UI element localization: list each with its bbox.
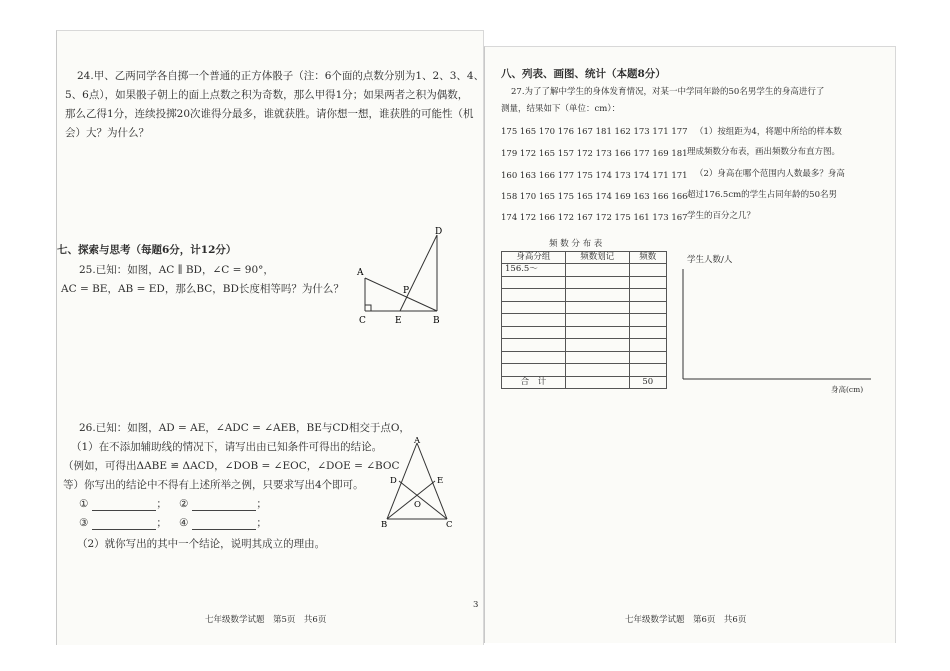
freq-table-cell[interactable] bbox=[565, 376, 629, 389]
q25-point-e: E bbox=[395, 316, 402, 326]
freq-table-cell[interactable] bbox=[502, 289, 566, 302]
q26-answer-blank-1[interactable]: ① ； bbox=[79, 498, 167, 510]
freq-table-title: 频 数 分 布 表 bbox=[549, 239, 603, 249]
q27-line2: 测量，结果如下（单位：cm）： bbox=[501, 104, 621, 114]
q25-point-a: A bbox=[357, 268, 364, 278]
q27-side-2: 理成频数分布表，画出频数分布直方图。 bbox=[687, 147, 841, 157]
freq-table-header-count: 频数 bbox=[629, 252, 666, 264]
freq-table-cell[interactable] bbox=[629, 276, 666, 289]
freq-table-cell[interactable] bbox=[565, 339, 629, 352]
q25-point-d: D bbox=[435, 227, 443, 237]
q25-line1: 25.已知：如图，AC ∥ BD，∠C = 90°， bbox=[79, 264, 274, 276]
q25-line2: AC = BE，AB = ED，那么BC，BD长度相等吗？为什么？ bbox=[61, 283, 344, 295]
section8-heading: 八、列表、画图、统计（本题8分） bbox=[501, 68, 666, 80]
freq-table-cell[interactable] bbox=[502, 276, 566, 289]
freq-table-cell[interactable] bbox=[629, 314, 666, 327]
freq-table-cell[interactable] bbox=[565, 351, 629, 364]
q26-line3: （例如，可得出ΔABE ≌ ΔACD，∠DOB = ∠EOC，∠DOE = ∠BOC bbox=[63, 460, 400, 472]
q27-data-row-4: 158 170 165 175 165 174 169 163 166 166 bbox=[501, 192, 688, 202]
freq-table-total-value: 50 bbox=[629, 376, 666, 389]
freq-table-cell[interactable] bbox=[502, 326, 566, 339]
freq-table-cell[interactable] bbox=[629, 301, 666, 314]
histogram-ylabel: 学生人数/人 bbox=[687, 255, 733, 265]
freq-table-header-tally: 频数划记 bbox=[565, 252, 629, 264]
q25-point-b: B bbox=[433, 316, 440, 326]
q24-line3: 那么乙得1分，连续投掷20次谁得分最多，谁就获胜。请你想一想，谁获胜的可能性（机 bbox=[65, 108, 474, 120]
q24-line2: 5、6点），如果骰子朝上的面上点数之积为奇数，那么甲得1分；如果两者之积为偶数， bbox=[65, 89, 469, 101]
freq-table-cell[interactable] bbox=[629, 364, 666, 377]
freq-table-cell[interactable] bbox=[565, 301, 629, 314]
q27-side-5: 学生的百分之几？ bbox=[687, 211, 756, 221]
q27-data-row-3: 160 163 166 177 175 174 173 174 171 171 bbox=[501, 171, 688, 181]
q26-line1: 26.已知：如图，AD = AE，∠ADC = ∠AEB，BE与CD相交于点O， bbox=[79, 422, 410, 434]
freq-table-cell[interactable] bbox=[565, 289, 629, 302]
left-footer: 七年级数学试题 第5页 共6页 bbox=[205, 615, 327, 625]
freq-table-cell[interactable] bbox=[565, 264, 629, 277]
q26-line4: 等）你写出的结论中不得有上述所举之例，只要求写出4个即可。 bbox=[63, 479, 364, 491]
freq-table-cell[interactable] bbox=[502, 339, 566, 352]
page-mark: 3 bbox=[473, 600, 479, 610]
q26-figure bbox=[379, 435, 455, 527]
q27-data-row-1: 175 165 170 176 167 181 162 173 171 177 bbox=[501, 127, 688, 137]
q27-data-row-2: 179 172 165 157 172 173 166 177 169 181 bbox=[501, 149, 688, 159]
frequency-table bbox=[501, 251, 667, 389]
q27-data-row-5: 174 172 166 172 167 172 175 161 173 167 bbox=[501, 213, 688, 223]
q26-answer-blank-4[interactable]: ④ ； bbox=[179, 517, 267, 529]
q24-line4: 会）大？为什么？ bbox=[65, 127, 149, 139]
q26-line2: （1）在不添加辅助线的情况下，请写出由已知条件可得出的结论。 bbox=[71, 441, 383, 453]
freq-table-cell[interactable] bbox=[629, 264, 666, 277]
freq-table-header-group: 身高分组 bbox=[502, 252, 566, 264]
q24-line1: 24.甲、乙两同学各自掷一个普通的正方体骰子（注：6个面的点数分别为1、2、3、4、 bbox=[77, 70, 485, 82]
freq-table-cell[interactable] bbox=[502, 314, 566, 327]
q27-side-1: （1）按组距为4，将题中所给的样本数 bbox=[695, 127, 842, 137]
q26-point-c: C bbox=[446, 520, 453, 527]
freq-table-cell[interactable] bbox=[565, 364, 629, 377]
q26-point-b: B bbox=[381, 520, 388, 527]
q26-answer-blank-3[interactable]: ③ ； bbox=[79, 517, 167, 529]
q26-point-d: D bbox=[390, 476, 397, 486]
section7-heading: 七、探索与思考（每题6分，计12分） bbox=[57, 244, 237, 256]
freq-table-total-label: 合 计 bbox=[502, 376, 566, 389]
freq-table-cell[interactable] bbox=[629, 289, 666, 302]
freq-table-cell[interactable] bbox=[502, 364, 566, 377]
histogram-xlabel: 身高(cm) bbox=[831, 385, 864, 394]
q25-point-p: P bbox=[403, 286, 410, 296]
freq-table-cell[interactable] bbox=[565, 276, 629, 289]
freq-table-cell[interactable] bbox=[565, 314, 629, 327]
q26-point-e: E bbox=[437, 476, 444, 486]
q27-side-4: 超过176.5cm的学生占同年龄的50名男 bbox=[687, 190, 837, 200]
freq-table-cell[interactable] bbox=[565, 326, 629, 339]
freq-table-first-group: 156.5～ bbox=[502, 264, 566, 277]
q25-point-c: C bbox=[359, 316, 366, 326]
freq-table-cell[interactable] bbox=[629, 326, 666, 339]
freq-table-cell[interactable] bbox=[502, 351, 566, 364]
q26-point-o: O bbox=[414, 500, 421, 510]
freq-table-cell[interactable] bbox=[629, 351, 666, 364]
q26-line5: （2）就你写出的其中一个结论，说明其成立的理由。 bbox=[77, 538, 326, 550]
freq-table-cell[interactable] bbox=[502, 301, 566, 314]
left-page bbox=[56, 30, 484, 645]
q26-answer-blank-2[interactable]: ② ； bbox=[179, 498, 267, 510]
right-footer: 七年级数学试题 第6页 共6页 bbox=[625, 615, 747, 625]
q25-figure bbox=[351, 227, 449, 331]
right-page bbox=[484, 46, 896, 643]
q27-line1: 27.为了了解中学生的身体发育情况，对某一中学同年龄的50名男学生的身高进行了 bbox=[511, 87, 825, 97]
histogram-axes bbox=[675, 267, 875, 387]
freq-table-cell[interactable] bbox=[629, 339, 666, 352]
q27-side-3: （2）身高在哪个范围内人数最多？身高 bbox=[695, 169, 845, 179]
q26-point-a: A bbox=[414, 436, 421, 446]
